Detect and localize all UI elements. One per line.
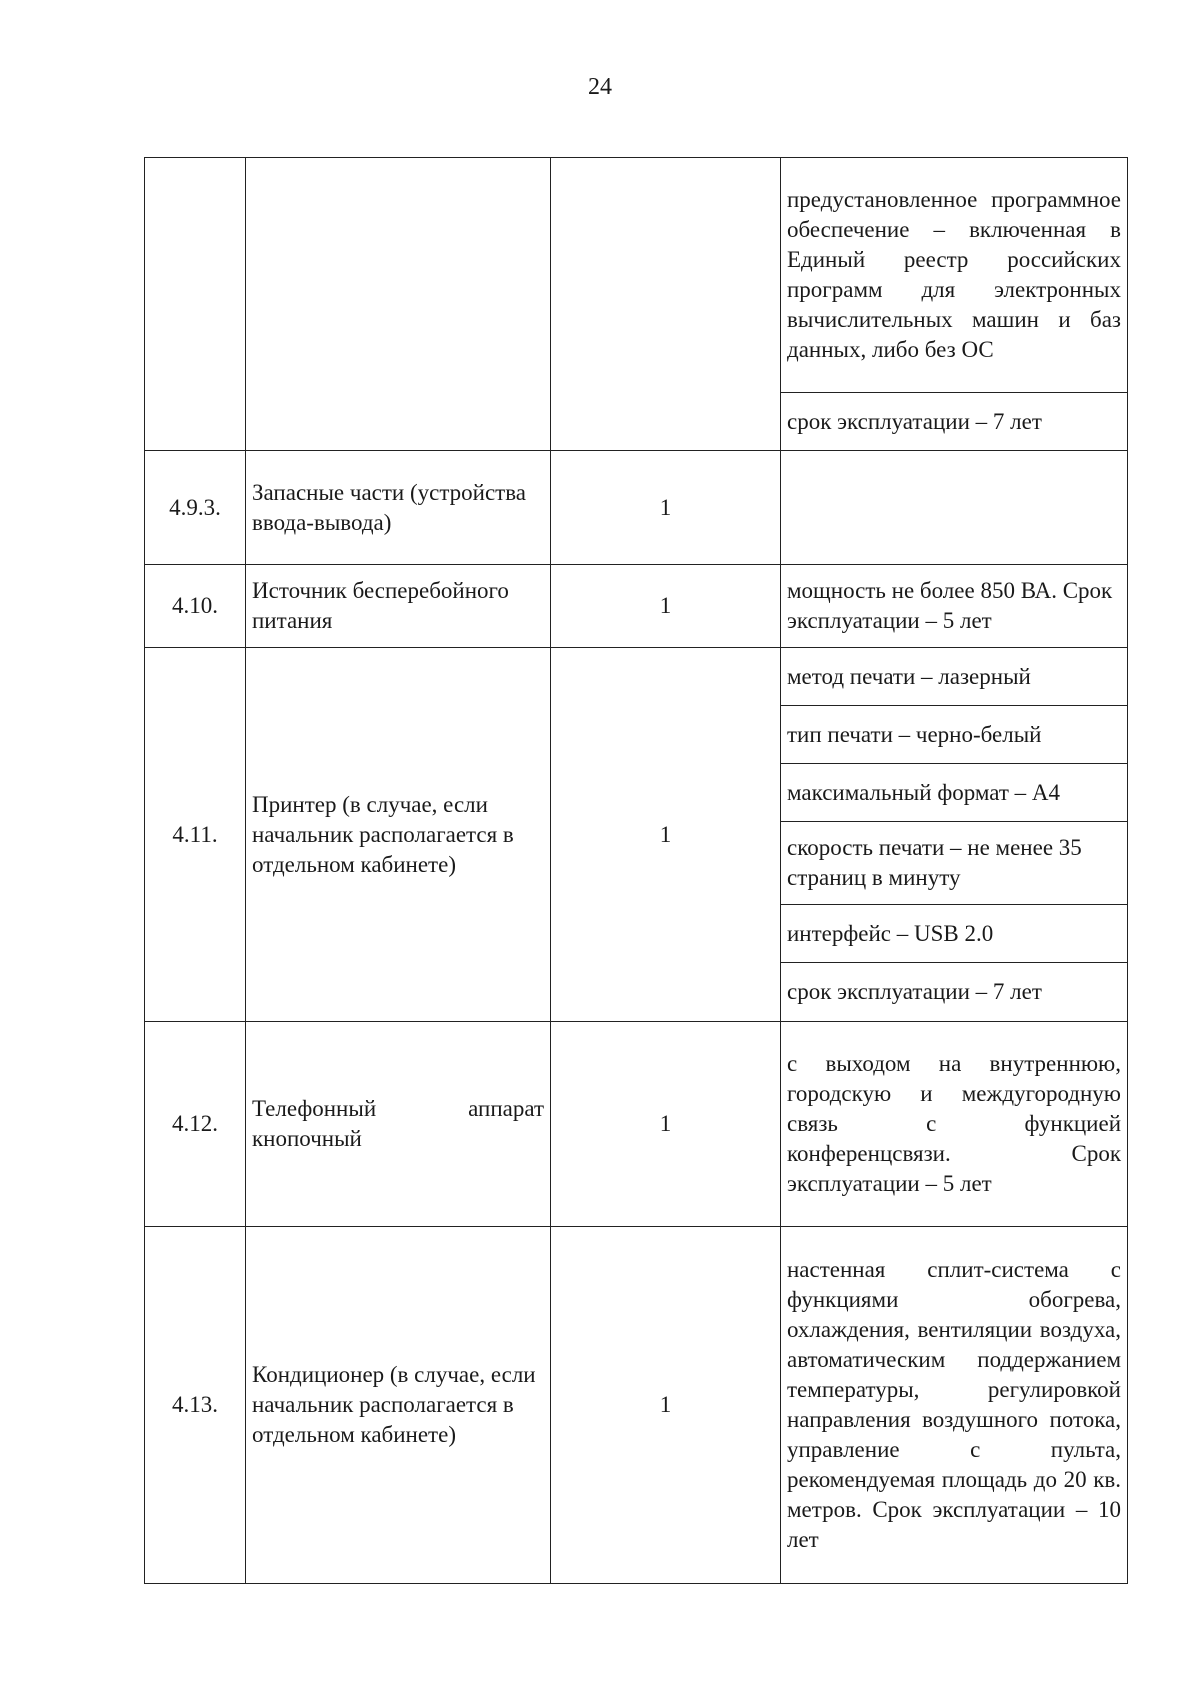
item-number-cell: 4.9.3. xyxy=(145,451,246,565)
item-name-cell: Телефонный аппарат кнопочный xyxy=(246,1022,551,1227)
item-quantity-cell: 1 xyxy=(551,565,781,648)
table-row xyxy=(145,1022,1128,1227)
item-quantity-cell: 1 xyxy=(551,1022,781,1227)
item-spec-cell: тип печати – черно-белый xyxy=(781,706,1128,764)
item-name-cell xyxy=(246,158,551,451)
table-row xyxy=(145,1227,1128,1584)
item-spec-cell: предустановленное программное обеспечение – включенная в Единый реестр российских программ для электронных вычислительных машин и баз данных, либо без ОС xyxy=(781,158,1128,393)
item-quantity-cell: 1 xyxy=(551,1227,781,1584)
item-spec-cell: с выходом на внутреннюю, городскую и междугородную связь с функцией конференцсвязи. Срок эксплуатации – 5 лет xyxy=(781,1022,1128,1227)
item-quantity-cell xyxy=(551,158,781,451)
item-spec-cell: максимальный формат – А4 xyxy=(781,764,1128,822)
item-number-cell: 4.11. xyxy=(145,648,246,1022)
item-number-cell xyxy=(145,158,246,451)
specification-table xyxy=(144,157,1128,1584)
item-quantity-cell: 1 xyxy=(551,648,781,1022)
item-name-cell: Кондиционер (в случае, если начальник располагается в отдельном кабинете) xyxy=(246,1227,551,1584)
table-row xyxy=(145,648,1128,706)
table-row xyxy=(145,451,1128,565)
item-number-cell: 4.10. xyxy=(145,565,246,648)
item-name-cell: Принтер (в случае, если начальник располагается в отдельном кабинете) xyxy=(246,648,551,1022)
item-spec-cell: метод печати – лазерный xyxy=(781,648,1128,706)
item-spec-cell: интерфейс – USB 2.0 xyxy=(781,905,1128,963)
item-spec-cell: скорость печати – не менее 35 страниц в минуту xyxy=(781,822,1128,905)
item-spec-cell xyxy=(781,451,1128,565)
item-quantity-cell: 1 xyxy=(551,451,781,565)
page-number: 24 xyxy=(588,74,612,100)
item-number-cell: 4.13. xyxy=(145,1227,246,1584)
item-spec-cell: мощность не более 850 ВА. Срок эксплуатации – 5 лет xyxy=(781,565,1128,648)
item-spec-cell: срок эксплуатации – 7 лет xyxy=(781,393,1128,451)
item-name-cell: Источник бесперебойного питания xyxy=(246,565,551,648)
item-spec-cell: настенная сплит-система с функциями обогрева, охлаждения, вентиляции воздуха, автоматическим поддержанием температуры, регулировкой направления воздушного потока, управление с пульта, рекомендуемая площадь до 20 кв. метров. Срок эксплуатации – 10 лет xyxy=(781,1227,1128,1584)
item-name-cell: Запасные части (устройства ввода-вывода) xyxy=(246,451,551,565)
item-spec-cell: срок эксплуатации – 7 лет xyxy=(781,963,1128,1022)
table-row xyxy=(145,158,1128,393)
item-number-cell: 4.12. xyxy=(145,1022,246,1227)
table-row xyxy=(145,565,1128,648)
